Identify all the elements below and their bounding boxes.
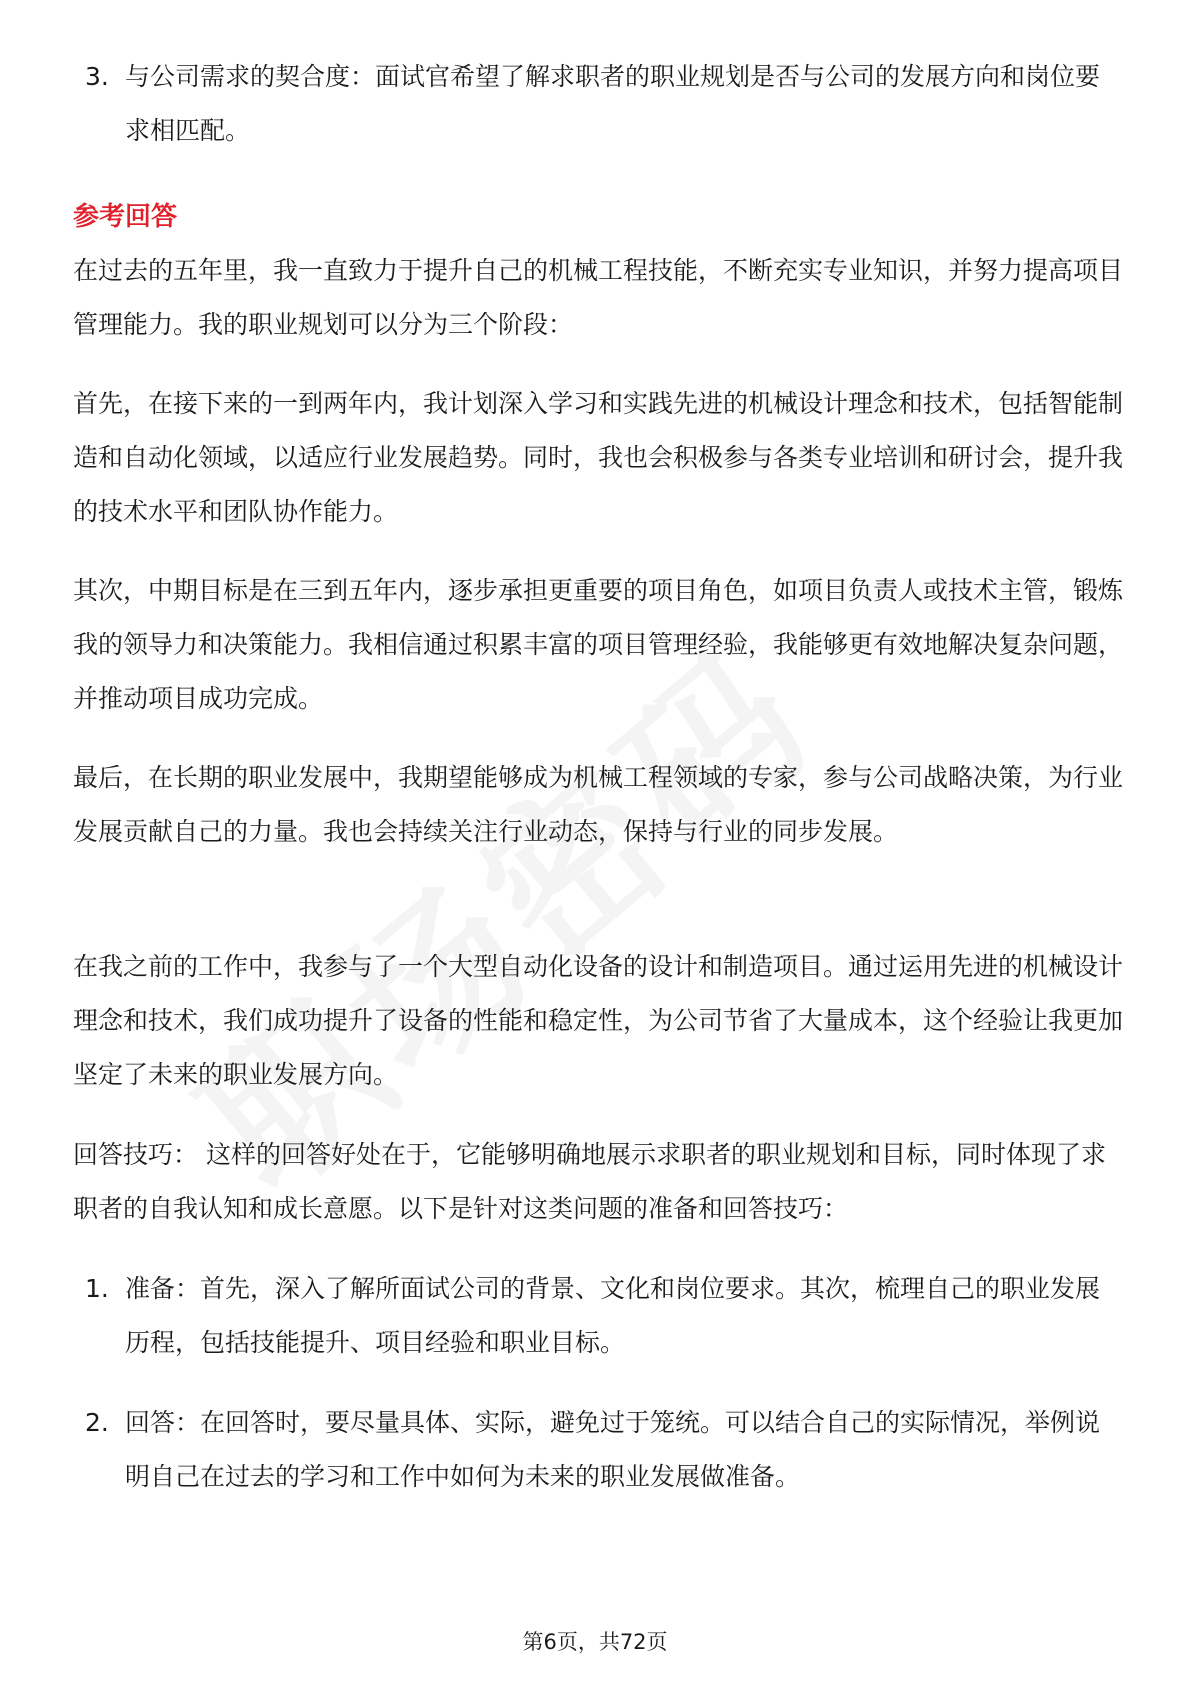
list-text: 准备：首先，深入了解所面试公司的背景、文化和岗位要求。其次，梳理自己的职业发展历程，包括技能提升、项目经验和职业目标。 bbox=[125, 1274, 1101, 1357]
paragraph: 其次，中期目标是在三到五年内，逐步承担更重要的项目角色，如项目负责人或技术主管，锻炼我的领导力和决策能力。我相信通过积累丰富的项目管理经验，我能够更有效地解决复杂问题，并推动项目成功完成。 bbox=[73, 576, 1124, 713]
paragraph: 在过去的五年里，我一直致力于提升自己的机械工程技能，不断充实专业知识，并努力提高项目管理能力。我的职业规划可以分为三个阶段： bbox=[73, 256, 1124, 339]
paragraph: 回答技巧： 这样的回答好处在于，它能够明确地展示求职者的职业规划和目标，同时体现了求职者的自我认知和成长意愿。以下是针对这类问题的准备和回答技巧： bbox=[73, 1140, 1106, 1223]
page-footer: 第6页，共72页 bbox=[522, 1630, 668, 1654]
list-item bbox=[73, 1396, 1123, 1504]
list-item bbox=[73, 1262, 1123, 1370]
list-text: 回答：在回答时，要尽量具体、实际，避免过于笼统。可以结合自己的实际情况，举例说明自己在过去的学习和工作中如何为未来的职业发展做准备。 bbox=[125, 1408, 1101, 1491]
list-number: 3. bbox=[85, 62, 109, 91]
list-item bbox=[73, 50, 1123, 158]
paragraph: 在我之前的工作中，我参与了一个大型自动化设备的设计和制造项目。通过运用先进的机械设计理念和技术，我们成功提升了设备的性能和稳定性，为公司节省了大量成本，这个经验让我更加坚定了未来的职业发展方向。 bbox=[73, 952, 1124, 1089]
paragraph: 最后，在长期的职业发展中，我期望能够成为机械工程领域的专家，参与公司战略决策，为行业发展贡献自己的力量。我也会持续关注行业动态，保持与行业的同步发展。 bbox=[73, 763, 1124, 846]
list-number: 2. bbox=[85, 1408, 109, 1437]
list-number: 1. bbox=[85, 1274, 109, 1303]
section-heading: 参考回答 bbox=[73, 202, 178, 232]
list-text: 与公司需求的契合度：面试官希望了解求职者的职业规划是否与公司的发展方向和岗位要求相匹配。 bbox=[125, 62, 1101, 145]
paragraph: 首先，在接下来的一到两年内，我计划深入学习和实践先进的机械设计理念和技术，包括智能制造和自动化领域，以适应行业发展趋势。同时，我也会积极参与各类专业培训和研讨会，提升我的技术水平和团队协作能力。 bbox=[73, 389, 1124, 526]
